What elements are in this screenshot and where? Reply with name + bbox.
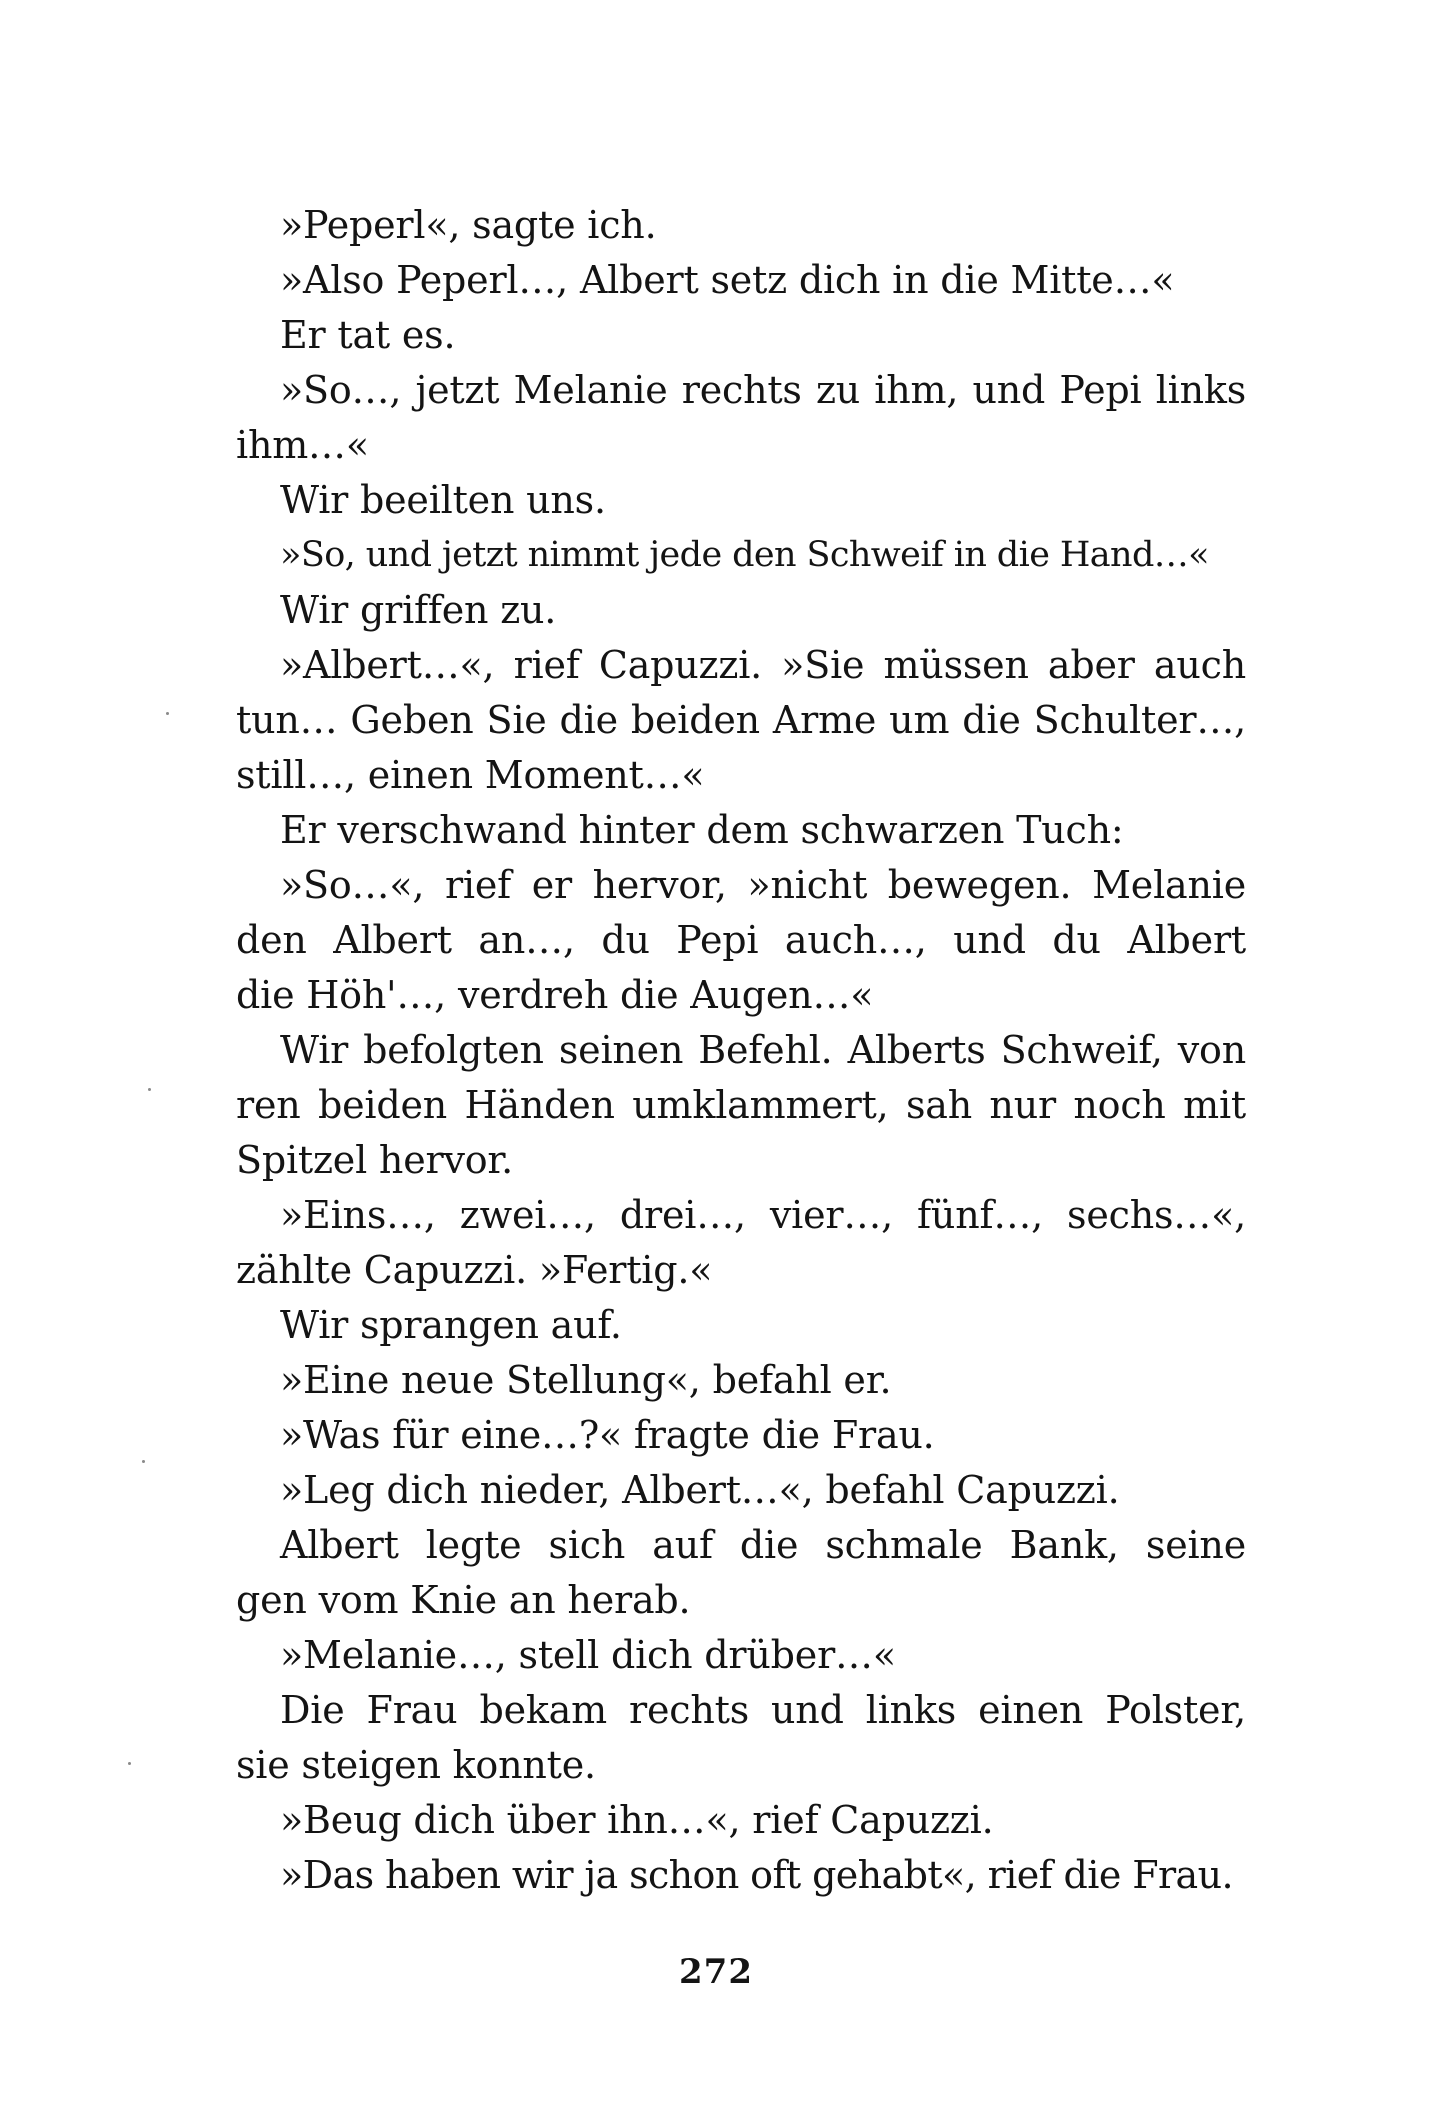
text-line: den Albert an…, du Pepi auch…, und du Albert	[236, 918, 1246, 962]
text-line: Die Frau bekam rechts und links einen Polster,	[280, 1688, 1246, 1732]
page-number: 272	[679, 1952, 753, 1992]
text-line: »Also Peperl…, Albert setz dich in die Mitte…«	[280, 258, 1175, 302]
text-line: »Eins…, zwei…, drei…, vier…, fünf…, sechs…«,	[280, 1193, 1246, 1237]
text-line: Wir sprangen auf.	[280, 1303, 622, 1347]
body-text	[236, 198, 1246, 1903]
text-line: »Das haben wir ja schon oft gehabt«, rief die Frau.	[280, 1853, 1233, 1897]
text-line: »Peperl«, sagte ich.	[280, 203, 657, 247]
text-line: Albert legte sich auf die schmale Bank, seine	[280, 1523, 1246, 1567]
text-line: »Was für eine…?« fragte die Frau.	[280, 1413, 935, 1457]
text-line: ren beiden Händen umklammert, sah nur noch mit	[236, 1083, 1246, 1127]
text-line: »So, und jetzt nimmt jede den Schweif in die Hand…«	[280, 535, 1209, 575]
text-line: »Albert…«, rief Capuzzi. »Sie müssen aber auch	[280, 643, 1246, 687]
text-line: Wir beeilten uns.	[280, 478, 606, 522]
text-line: Spitzel hervor.	[236, 1138, 514, 1182]
text-line: Er verschwand hinter dem schwarzen Tuch:	[280, 808, 1124, 852]
text-line: »So…, jetzt Melanie rechts zu ihm, und Pepi links	[280, 368, 1246, 412]
text-line: Er tat es.	[280, 313, 456, 357]
paper-speck	[148, 1088, 151, 1091]
text-line: »Eine neue Stellung«, befahl er.	[280, 1358, 892, 1402]
text-line: ihm…«	[236, 423, 369, 467]
text-line: die Höh'…, verdreh die Augen…«	[236, 973, 874, 1017]
text-line: gen vom Knie an herab.	[236, 1578, 691, 1622]
text-line: zählte Capuzzi. »Fertig.«	[236, 1248, 713, 1292]
text-line: still…, einen Moment…«	[236, 753, 705, 797]
paper-speck	[128, 1762, 131, 1765]
text-line: tun… Geben Sie die beiden Arme um die Schulter…,	[236, 698, 1246, 742]
text-line: »Melanie…, stell dich drüber…«	[280, 1633, 896, 1677]
text-line: sie steigen konnte.	[236, 1743, 596, 1787]
text-line: »So…«, rief er hervor, »nicht bewegen. Melanie	[280, 863, 1246, 907]
paper-speck	[142, 1460, 145, 1463]
text-line: Wir befolgten seinen Befehl. Alberts Schweif, von	[280, 1028, 1246, 1072]
text-line: »Beug dich über ihn…«, rief Capuzzi.	[280, 1798, 994, 1842]
text-line: Wir griffen zu.	[280, 588, 557, 632]
text-line: »Leg dich nieder, Albert…«, befahl Capuzzi.	[280, 1468, 1120, 1512]
paper-speck	[166, 712, 169, 715]
